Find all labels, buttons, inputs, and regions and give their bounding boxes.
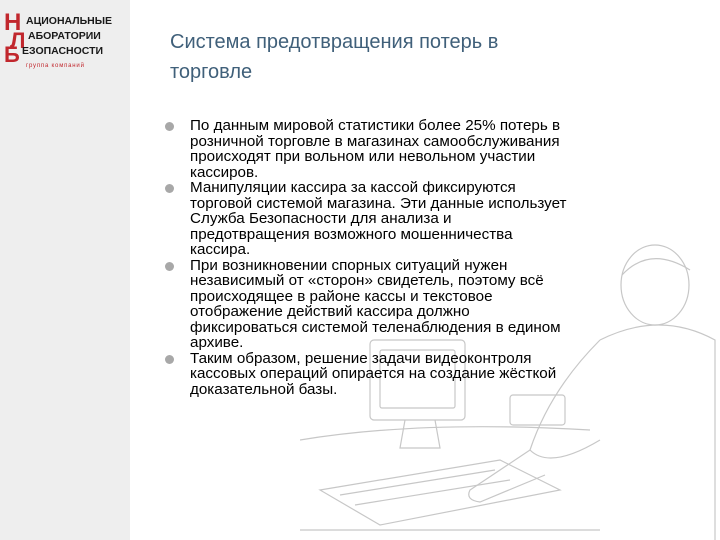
svg-text:Л: Л: [10, 28, 26, 53]
bullet-dot-icon: [165, 262, 174, 271]
logo-tagline: группа компаний: [26, 63, 85, 69]
left-sidebar-strip: [0, 0, 130, 540]
bullet-text: Таким образом, решение задачи видеоконтроля кассовых операций опирается на создание жёсткой доказательной базы.: [190, 349, 557, 398]
company-logo: [4, 8, 130, 70]
bullet-item: [160, 258, 650, 351]
svg-text:Б: Б: [4, 42, 20, 67]
logo-line2: АБОРАТОРИИ: [28, 30, 101, 42]
bullet-dot-icon: [165, 355, 174, 364]
bullet-dot-icon: [165, 184, 174, 193]
logo-line3: ЕЗОПАСНОСТИ: [22, 45, 104, 57]
bullet-item: [160, 180, 650, 258]
bullet-item: [160, 351, 650, 398]
logo-line1: АЦИОНАЛЬНЫЕ: [26, 15, 113, 27]
bullet-item: [160, 118, 650, 180]
svg-text:Н: Н: [4, 9, 22, 36]
bullet-text: По данным мировой статистики более 25% потерь в розничной торговле в магазинах самообслуживания происходят при вольном или невольном участии кассиров.: [190, 117, 561, 181]
bullet-text: Манипуляции кассира за кассой фиксируются торговой системой магазина. Эти данные использует Служба Безопасности для анализа и предотвращения возможного мошенничества кассира.: [190, 179, 567, 258]
logo-graphic: [4, 8, 130, 70]
bullet-text: При возникновении спорных ситуаций нужен независимый от «сторон» свидетель, поэтому всё происходящее в районе кассы и текстовое отображение действий кассира должно фиксироваться системой теленаблюдения в едином архиве.: [190, 256, 561, 351]
bullet-list: [160, 118, 650, 397]
slide-title: Система предотвращения потерь в торговле: [170, 31, 499, 83]
bullet-dot-icon: [165, 122, 174, 131]
